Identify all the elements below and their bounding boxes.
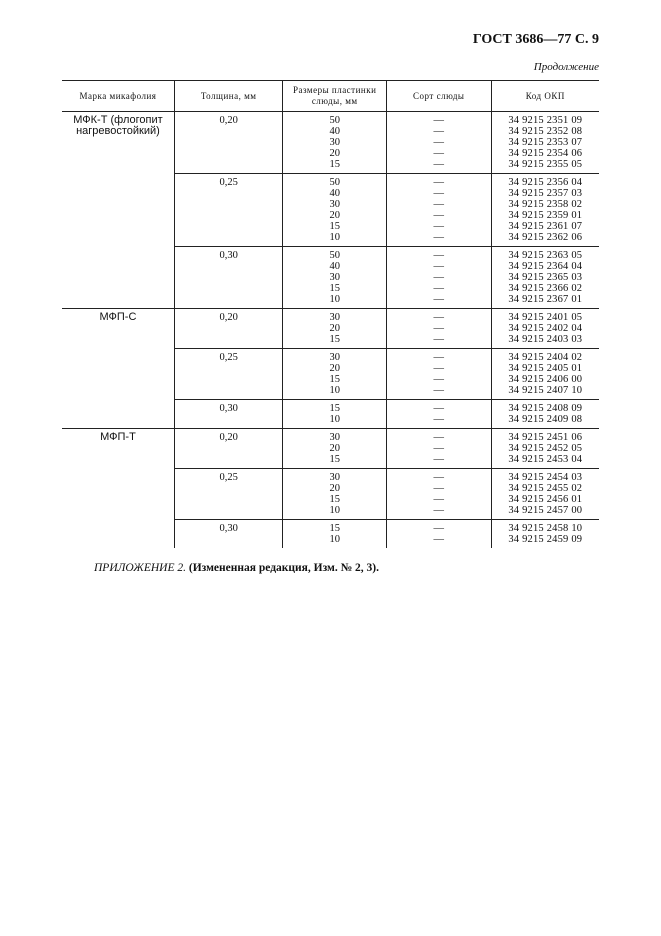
code-cell	[491, 520, 599, 549]
sort-cell	[386, 309, 491, 349]
sort-value: —	[433, 294, 444, 305]
size-value: 50	[329, 177, 340, 188]
size-value: 15	[329, 221, 340, 232]
table-row	[62, 309, 599, 349]
sort-value: —	[433, 432, 444, 443]
grade-cell	[62, 520, 174, 549]
grade-cell	[62, 469, 174, 520]
code-cell	[491, 247, 599, 309]
grade-cell: МФП-С	[62, 309, 174, 349]
size-value: 20	[329, 148, 340, 159]
size-cell	[283, 247, 386, 309]
grade-cell: МФП-Т	[62, 429, 174, 469]
sort-value: —	[433, 188, 444, 199]
okp-code: 34 9215 2406 00	[508, 374, 583, 385]
size-cell	[283, 520, 386, 549]
okp-code: 34 9215 2404 02	[508, 352, 583, 363]
size-value: 20	[329, 210, 340, 221]
okp-code: 34 9215 2454 03	[508, 472, 583, 483]
size-value: 20	[329, 323, 340, 334]
size-cell	[283, 429, 386, 469]
sort-value: —	[433, 250, 444, 261]
table-row	[62, 469, 599, 520]
size-value: 40	[329, 188, 340, 199]
okp-code: 34 9215 2459 09	[508, 534, 583, 545]
thickness-cell: 0,20	[174, 112, 283, 174]
size-value: 20	[329, 483, 340, 494]
size-value: 30	[329, 137, 340, 148]
table-row	[62, 112, 599, 174]
size-value: 15	[329, 494, 340, 505]
size-value: 50	[329, 250, 340, 261]
size-value: 50	[329, 115, 340, 126]
okp-code: 34 9215 2364 04	[508, 261, 583, 272]
code-cell	[491, 174, 599, 247]
size-value: 30	[329, 199, 340, 210]
thickness-cell: 0,25	[174, 469, 283, 520]
sort-value: —	[433, 385, 444, 396]
okp-code: 34 9215 2361 07	[508, 221, 583, 232]
footnote-appendix: ПРИЛОЖЕНИЕ 2.	[94, 562, 186, 574]
sort-value: —	[433, 323, 444, 334]
thickness-cell: 0,30	[174, 247, 283, 309]
size-cell	[283, 400, 386, 429]
code-cell	[491, 429, 599, 469]
sort-cell	[386, 520, 491, 549]
size-value: 10	[329, 294, 340, 305]
table-row	[62, 520, 599, 549]
size-value: 15	[329, 283, 340, 294]
col-header-sort: Сорт слюды	[386, 81, 491, 112]
sort-value: —	[433, 403, 444, 414]
sort-value: —	[433, 334, 444, 345]
col-header-size: Размеры пластинки слюды, мм	[283, 81, 386, 112]
grade-cell	[62, 174, 174, 247]
size-value: 30	[329, 312, 340, 323]
code-cell	[491, 349, 599, 400]
size-value: 40	[329, 126, 340, 137]
okp-code: 34 9215 2351 09	[508, 115, 583, 126]
size-value: 15	[329, 374, 340, 385]
thickness-cell: 0,25	[174, 174, 283, 247]
okp-code: 34 9215 2366 02	[508, 283, 583, 294]
sort-value: —	[433, 414, 444, 425]
table-row	[62, 429, 599, 469]
sort-cell	[386, 429, 491, 469]
okp-code: 34 9215 2458 10	[508, 523, 583, 534]
grade-cell: МФК-Т (флогопит нагревостойкий)	[62, 112, 174, 174]
sort-cell	[386, 400, 491, 429]
code-cell	[491, 112, 599, 174]
size-value: 10	[329, 534, 340, 545]
okp-code: 34 9215 2456 01	[508, 494, 583, 505]
okp-code: 34 9215 2405 01	[508, 363, 583, 374]
sort-value: —	[433, 505, 444, 516]
okp-code: 34 9215 2362 06	[508, 232, 583, 243]
thickness-cell: 0,30	[174, 400, 283, 429]
thickness-cell: 0,25	[174, 349, 283, 400]
sort-value: —	[433, 283, 444, 294]
okp-code: 34 9215 2451 06	[508, 432, 583, 443]
okp-code: 34 9215 2409 08	[508, 414, 583, 425]
size-value: 15	[329, 334, 340, 345]
size-cell	[283, 112, 386, 174]
sort-value: —	[433, 374, 444, 385]
size-value: 20	[329, 363, 340, 374]
okp-code: 34 9215 2457 00	[508, 505, 583, 516]
okp-code: 34 9215 2357 03	[508, 188, 583, 199]
okp-code: 34 9215 2367 01	[508, 294, 583, 305]
sort-cell	[386, 174, 491, 247]
sort-value: —	[433, 221, 444, 232]
size-value: 15	[329, 159, 340, 170]
okp-code: 34 9215 2452 05	[508, 443, 583, 454]
okp-code: 34 9215 2408 09	[508, 403, 583, 414]
sort-cell	[386, 112, 491, 174]
code-cell	[491, 400, 599, 429]
okp-code: 34 9215 2363 05	[508, 250, 583, 261]
footnote	[94, 562, 379, 574]
sort-value: —	[433, 261, 444, 272]
thickness-cell: 0,20	[174, 309, 283, 349]
sort-value: —	[433, 126, 444, 137]
size-value: 30	[329, 472, 340, 483]
thickness-cell: 0,20	[174, 429, 283, 469]
okp-code: 34 9215 2354 06	[508, 148, 583, 159]
sort-value: —	[433, 159, 444, 170]
size-value: 20	[329, 443, 340, 454]
okp-code: 34 9215 2403 03	[508, 334, 583, 345]
table-header-row	[62, 81, 599, 112]
okp-code: 34 9215 2358 02	[508, 199, 583, 210]
sort-value: —	[433, 148, 444, 159]
table-row	[62, 400, 599, 429]
size-value: 15	[329, 523, 340, 534]
page-header: ГОСТ 3686—77 С. 9	[472, 32, 599, 47]
okp-code: 34 9215 2401 05	[508, 312, 583, 323]
okp-code: 34 9215 2455 02	[508, 483, 583, 494]
size-value: 10	[329, 232, 340, 243]
thickness-cell: 0,30	[174, 520, 283, 549]
sort-value: —	[433, 210, 444, 221]
sort-value: —	[433, 272, 444, 283]
grade-cell	[62, 400, 174, 429]
sort-value: —	[433, 312, 444, 323]
sort-value: —	[433, 443, 444, 454]
size-value: 15	[329, 454, 340, 465]
size-value: 30	[329, 352, 340, 363]
table-body	[62, 112, 599, 549]
sort-value: —	[433, 534, 444, 545]
size-value: 10	[329, 385, 340, 396]
size-value: 15	[329, 403, 340, 414]
okp-code: 34 9215 2365 03	[508, 272, 583, 283]
size-value: 40	[329, 261, 340, 272]
grade-cell	[62, 349, 174, 400]
sort-value: —	[433, 199, 444, 210]
okp-code: 34 9215 2356 04	[508, 177, 583, 188]
sort-value: —	[433, 483, 444, 494]
sort-cell	[386, 247, 491, 309]
footnote-revision: (Измененная редакция, Изм. № 2, 3).	[188, 562, 379, 574]
sort-value: —	[433, 137, 444, 148]
size-value: 10	[329, 505, 340, 516]
code-cell	[491, 469, 599, 520]
size-cell	[283, 349, 386, 400]
okp-code: 34 9215 2359 01	[508, 210, 583, 221]
okp-code: 34 9215 2402 04	[508, 323, 583, 334]
col-header-code: Код ОКП	[491, 81, 599, 112]
table-row	[62, 174, 599, 247]
okp-code: 34 9215 2353 07	[508, 137, 583, 148]
sort-value: —	[433, 363, 444, 374]
sort-cell	[386, 349, 491, 400]
sort-value: —	[433, 523, 444, 534]
continuation-label: Продолжение	[533, 61, 599, 73]
size-cell	[283, 469, 386, 520]
size-value: 10	[329, 414, 340, 425]
size-cell	[283, 174, 386, 247]
table-row	[62, 247, 599, 309]
sort-value: —	[433, 177, 444, 188]
sort-value: —	[433, 352, 444, 363]
sort-value: —	[433, 494, 444, 505]
table-row	[62, 349, 599, 400]
sort-value: —	[433, 472, 444, 483]
size-cell	[283, 309, 386, 349]
sort-value: —	[433, 232, 444, 243]
size-value: 30	[329, 432, 340, 443]
okp-code: 34 9215 2355 05	[508, 159, 583, 170]
okp-code: 34 9215 2453 04	[508, 454, 583, 465]
sort-cell	[386, 469, 491, 520]
micafolium-table	[62, 80, 599, 548]
col-header-thickness: Толщина, мм	[174, 81, 283, 112]
okp-code: 34 9215 2352 08	[508, 126, 583, 137]
size-value: 30	[329, 272, 340, 283]
grade-cell	[62, 247, 174, 309]
okp-code: 34 9215 2407 10	[508, 385, 583, 396]
sort-value: —	[433, 115, 444, 126]
col-header-grade: Марка микафолия	[62, 81, 174, 112]
code-cell	[491, 309, 599, 349]
sort-value: —	[433, 454, 444, 465]
